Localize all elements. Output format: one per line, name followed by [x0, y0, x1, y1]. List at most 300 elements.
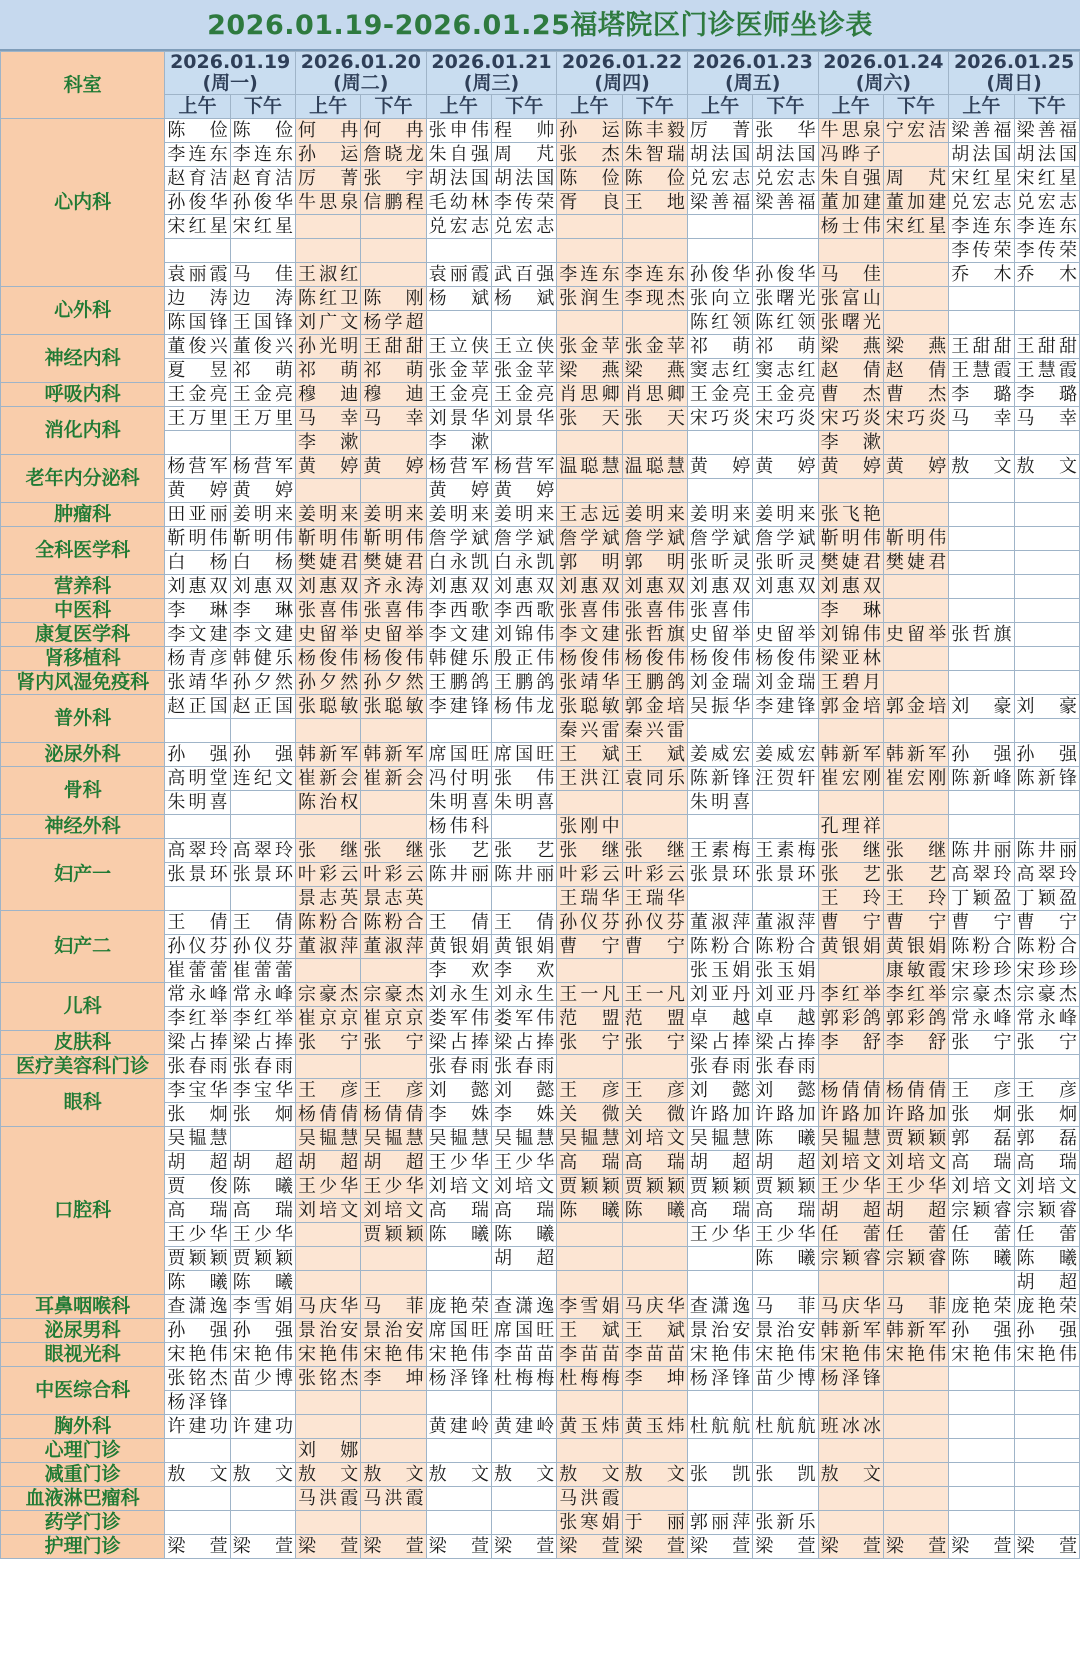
doctor-cell: 胡超: [491, 1247, 556, 1271]
doctor-cell: 景治安: [753, 1319, 818, 1343]
doctor-cell: 张炯: [230, 1103, 295, 1127]
doctor-cell: 梁燕: [622, 359, 687, 383]
doctor-cell: 任蕾: [949, 1223, 1014, 1247]
doctor-cell: 韩健乐: [230, 647, 295, 671]
doctor-cell: [883, 1367, 948, 1391]
doctor-cell: 王彦: [296, 1079, 361, 1103]
doctor-cell: 宋珍珍: [1014, 959, 1079, 983]
doctor-cell: [491, 815, 556, 839]
doctor-cell: 郭磊: [949, 1127, 1014, 1151]
doctor-cell: 崔蕾蕾: [230, 959, 295, 983]
doctor-cell: 袁同乐: [622, 767, 687, 791]
doctor-cell: 张春雨: [687, 1055, 752, 1079]
doctor-cell: [949, 431, 1014, 455]
doctor-cell: [818, 479, 883, 503]
doctor-cell: 梁善福: [687, 191, 752, 215]
doctor-cell: 李红举: [818, 983, 883, 1007]
day-header-fri: [687, 52, 818, 95]
doctor-cell: [1014, 647, 1079, 671]
doctor-cell: 张景环: [753, 863, 818, 887]
doctor-cell: 许路加: [883, 1103, 948, 1127]
doctor-cell: 张继: [361, 839, 426, 863]
doctor-cell: 张昕灵: [687, 551, 752, 575]
doctor-cell: [426, 1271, 491, 1295]
doctor-cell: [426, 311, 491, 335]
doctor-cell: 靳明伟: [296, 527, 361, 551]
doctor-cell: [883, 791, 948, 815]
doctor-cell: 杨营军: [230, 455, 295, 479]
doctor-cell: [426, 239, 491, 263]
doctor-cell: 王洪江: [557, 767, 622, 791]
doctor-cell: 查潇逸: [491, 1295, 556, 1319]
doctor-cell: [296, 815, 361, 839]
doctor-cell: [361, 719, 426, 743]
doctor-cell: [753, 239, 818, 263]
weekday-label: (周二): [333, 72, 389, 94]
doctor-cell: 梁善福: [949, 119, 1014, 143]
doctor-cell: 詹学斌: [622, 527, 687, 551]
doctor-cell: 张刚中: [557, 815, 622, 839]
doctor-cell: 陈曦: [230, 1175, 295, 1199]
doctor-cell: 温聪慧: [557, 455, 622, 479]
doctor-cell: 杜梅梅: [557, 1367, 622, 1391]
doctor-cell: 王素梅: [753, 839, 818, 863]
doctor-cell: 胡法国: [949, 143, 1014, 167]
table-row: [1, 119, 1080, 143]
doctor-cell: 胡超: [753, 1151, 818, 1175]
doctor-cell: 李连东: [622, 263, 687, 287]
doctor-cell: 张申伟: [426, 119, 491, 143]
doctor-cell: [687, 431, 752, 455]
doctor-cell: 姜明来: [230, 503, 295, 527]
doctor-cell: [165, 431, 230, 455]
doctor-cell: 查潇逸: [687, 1295, 752, 1319]
doctor-cell: 孙强: [949, 1319, 1014, 1343]
doctor-cell: 梁萱: [361, 1535, 426, 1559]
doctor-cell: [1014, 527, 1079, 551]
doctor-cell: 穆迪: [296, 383, 361, 407]
doctor-cell: [296, 1271, 361, 1295]
doctor-cell: 黄银娟: [491, 935, 556, 959]
doctor-cell: 黄婷: [296, 455, 361, 479]
doctor-cell: 敖文: [949, 455, 1014, 479]
doctor-cell: 韩新军: [361, 743, 426, 767]
doctor-cell: 张哲旗: [622, 623, 687, 647]
doctor-cell: [557, 479, 622, 503]
doctor-cell: 梁萱: [753, 1535, 818, 1559]
doctor-cell: 宋艳伟: [818, 1343, 883, 1367]
doctor-cell: 王倩: [165, 911, 230, 935]
doctor-cell: 袁丽霞: [426, 263, 491, 287]
doctor-cell: 张艺: [818, 863, 883, 887]
doctor-cell: 马庆华: [296, 1295, 361, 1319]
doctor-cell: 刘培文: [361, 1199, 426, 1223]
doctor-cell: 敖文: [230, 1463, 295, 1487]
doctor-cell: [230, 1391, 295, 1415]
doctor-cell: [883, 1391, 948, 1415]
doctor-cell: 朱智瑞: [622, 143, 687, 167]
table-row: [1, 575, 1080, 599]
doctor-cell: 边涛: [165, 287, 230, 311]
doctor-cell: [883, 1439, 948, 1463]
doctor-cell: 席国旺: [491, 743, 556, 767]
department-name: 心理门诊: [1, 1439, 165, 1463]
doctor-cell: 黄婷: [818, 455, 883, 479]
doctor-cell: [1014, 623, 1079, 647]
day-header-wed: [426, 52, 557, 95]
doctor-cell: 张铭杰: [296, 1367, 361, 1391]
doctor-cell: 曹杰: [818, 383, 883, 407]
doctor-cell: 李传荣: [491, 191, 556, 215]
doctor-cell: 兑宏志: [687, 167, 752, 191]
department-name: 口腔科: [1, 1127, 165, 1295]
doctor-cell: 韩新军: [296, 743, 361, 767]
department-name: 心外科: [1, 287, 165, 335]
doctor-cell: 王一凡: [557, 983, 622, 1007]
department-name: 护理门诊: [1, 1535, 165, 1559]
doctor-cell: 梁燕: [818, 335, 883, 359]
doctor-cell: 张艺: [883, 863, 948, 887]
doctor-cell: 孙强: [1014, 1319, 1079, 1343]
am-header: 上午: [949, 95, 1014, 119]
doctor-cell: 李文建: [165, 623, 230, 647]
doctor-cell: 李红举: [883, 983, 948, 1007]
doctor-cell: 贾颖颖: [883, 1127, 948, 1151]
doctor-cell: 宋艳伟: [361, 1343, 426, 1367]
doctor-cell: 王少华: [165, 1223, 230, 1247]
table-row: [1, 1535, 1080, 1559]
doctor-cell: 张春雨: [426, 1055, 491, 1079]
table-row: [1, 1319, 1080, 1343]
doctor-cell: 敖文: [818, 1463, 883, 1487]
doctor-cell: 李漱: [426, 431, 491, 455]
doctor-cell: 席国旺: [426, 1319, 491, 1343]
doctor-cell: 梁占捧: [426, 1031, 491, 1055]
doctor-cell: 张艺: [426, 839, 491, 863]
doctor-cell: 庞艳荣: [949, 1295, 1014, 1319]
doctor-cell: 李传荣: [1014, 239, 1079, 263]
doctor-cell: 刘培文: [818, 1151, 883, 1175]
doctor-cell: 李连东: [230, 143, 295, 167]
doctor-cell: 梁萱: [165, 1535, 230, 1559]
doctor-cell: 韩新军: [883, 1319, 948, 1343]
doctor-cell: 敖文: [165, 1463, 230, 1487]
doctor-cell: 贾颖颖: [753, 1175, 818, 1199]
doctor-cell: 祁萌: [296, 359, 361, 383]
doctor-cell: 张寒娟: [557, 1511, 622, 1535]
doctor-cell: 李传荣: [949, 239, 1014, 263]
doctor-cell: 景治安: [361, 1319, 426, 1343]
doctor-cell: 吴振华: [687, 695, 752, 719]
table-row: [1, 287, 1080, 311]
doctor-cell: [949, 1439, 1014, 1463]
doctor-cell: 高翠玲: [165, 839, 230, 863]
doctor-cell: 梁萱: [296, 1535, 361, 1559]
doctor-cell: 杨营军: [426, 455, 491, 479]
doctor-cell: 李连东: [1014, 215, 1079, 239]
doctor-cell: 武百强: [491, 263, 556, 287]
date-label: 2026.01.24: [823, 51, 944, 73]
doctor-cell: 于丽: [622, 1511, 687, 1535]
doctor-cell: 吴韫慧: [818, 1127, 883, 1151]
doctor-cell: 张新乐: [753, 1511, 818, 1535]
doctor-cell: 李建锋: [753, 695, 818, 719]
doctor-cell: 王玲: [818, 887, 883, 911]
doctor-cell: [165, 1439, 230, 1463]
doctor-cell: 张炯: [1014, 1103, 1079, 1127]
am-header: 上午: [818, 95, 883, 119]
doctor-cell: 黄玉炜: [557, 1415, 622, 1439]
doctor-cell: 赵倩: [883, 359, 948, 383]
doctor-cell: [361, 1271, 426, 1295]
doctor-cell: 胡超: [883, 1199, 948, 1223]
doctor-cell: [230, 719, 295, 743]
department-name: 减重门诊: [1, 1463, 165, 1487]
doctor-cell: 王彦: [949, 1079, 1014, 1103]
pm-header: 下午: [491, 95, 556, 119]
department-name: 消化内科: [1, 407, 165, 455]
doctor-cell: 姜威宏: [753, 743, 818, 767]
weekday-label: (周日): [986, 72, 1042, 94]
doctor-cell: 王金亮: [687, 383, 752, 407]
doctor-cell: 郭明: [557, 551, 622, 575]
doctor-cell: 吴韫慧: [557, 1127, 622, 1151]
doctor-cell: [1014, 1487, 1079, 1511]
doctor-cell: 贾颖颖: [230, 1247, 295, 1271]
doctor-cell: 张金苹: [622, 335, 687, 359]
doctor-cell: 赵正国: [230, 695, 295, 719]
doctor-cell: 王彦: [1014, 1079, 1079, 1103]
doctor-cell: 陈俭: [557, 167, 622, 191]
doctor-cell: 常永峰: [230, 983, 295, 1007]
doctor-cell: 周芃: [883, 167, 948, 191]
doctor-cell: 梁占捧: [165, 1031, 230, 1055]
doctor-cell: 宋艳伟: [296, 1343, 361, 1367]
doctor-cell: 边涛: [230, 287, 295, 311]
doctor-cell: [818, 1487, 883, 1511]
doctor-cell: 王瑞华: [557, 887, 622, 911]
doctor-cell: 王金亮: [230, 383, 295, 407]
doctor-cell: 黄婷: [361, 455, 426, 479]
doctor-cell: 樊婕君: [818, 551, 883, 575]
doctor-cell: 张景环: [165, 863, 230, 887]
department-name: 骨科: [1, 767, 165, 815]
am-header: 上午: [165, 95, 230, 119]
doctor-cell: 董淑萍: [753, 911, 818, 935]
department-name: 肾内风湿免疫科: [1, 671, 165, 695]
doctor-cell: 马菲: [883, 1295, 948, 1319]
doctor-cell: 祁萌: [361, 359, 426, 383]
doctor-cell: 许建功: [165, 1415, 230, 1439]
doctor-cell: 丁颖盈: [949, 887, 1014, 911]
department-name: 神经外科: [1, 815, 165, 839]
doctor-cell: 刘金瑞: [687, 671, 752, 695]
doctor-cell: 宋艳伟: [165, 1343, 230, 1367]
doctor-cell: 梁萱: [230, 1535, 295, 1559]
doctor-cell: 陈井丽: [491, 863, 556, 887]
weekday-label: (周三): [463, 72, 520, 94]
table-row: [1, 767, 1080, 791]
doctor-cell: [1014, 287, 1079, 311]
doctor-cell: [491, 311, 556, 335]
doctor-cell: 张宁: [296, 1031, 361, 1055]
doctor-cell: [949, 671, 1014, 695]
doctor-cell: 兑宏志: [426, 215, 491, 239]
doctor-cell: 张春雨: [165, 1055, 230, 1079]
department-name: 营养科: [1, 575, 165, 599]
doctor-cell: 厉菁: [687, 119, 752, 143]
doctor-cell: 陈新峰: [949, 767, 1014, 791]
doctor-cell: 孙强: [1014, 743, 1079, 767]
doctor-cell: 常永峰: [165, 983, 230, 1007]
pm-header: 下午: [753, 95, 818, 119]
doctor-cell: 陈丰毅: [622, 119, 687, 143]
doctor-cell: 叶彩云: [296, 863, 361, 887]
doctor-cell: [883, 431, 948, 455]
doctor-cell: 史留举: [687, 623, 752, 647]
doctor-cell: 刘惠双: [753, 575, 818, 599]
doctor-cell: 范盟: [557, 1007, 622, 1031]
doctor-cell: 刘懿: [426, 1079, 491, 1103]
department-name: 普外科: [1, 695, 165, 743]
doctor-cell: 张喜伟: [557, 599, 622, 623]
doctor-cell: 张伟: [491, 767, 556, 791]
doctor-cell: [753, 1487, 818, 1511]
doctor-cell: [491, 1391, 556, 1415]
doctor-cell: 叶彩云: [622, 863, 687, 887]
weekday-label: (周六): [855, 72, 912, 94]
doctor-cell: 杨俊伟: [753, 647, 818, 671]
doctor-cell: 刘惠双: [426, 575, 491, 599]
doctor-cell: 陈曦: [949, 1247, 1014, 1271]
doctor-cell: 李文建: [230, 623, 295, 647]
doctor-cell: 黄婷: [491, 479, 556, 503]
doctor-cell: [883, 647, 948, 671]
doctor-cell: [622, 239, 687, 263]
doctor-cell: [818, 1439, 883, 1463]
doctor-cell: 温聪慧: [622, 455, 687, 479]
table-row: [1, 407, 1080, 431]
doctor-cell: [753, 215, 818, 239]
doctor-cell: 陈粉合: [687, 935, 752, 959]
doctor-cell: 汪贺轩: [753, 767, 818, 791]
doctor-cell: [949, 791, 1014, 815]
doctor-cell: 张哲旗: [949, 623, 1014, 647]
doctor-cell: 刘惠双: [818, 575, 883, 599]
doctor-cell: 赵育洁: [165, 167, 230, 191]
doctor-cell: 张宁: [949, 1031, 1014, 1055]
doctor-cell: 冯晔子: [818, 143, 883, 167]
doctor-cell: 马洪霞: [361, 1487, 426, 1511]
doctor-cell: 曹宁: [818, 911, 883, 935]
doctor-cell: 刘景华: [491, 407, 556, 431]
doctor-cell: 王慧霞: [949, 359, 1014, 383]
doctor-cell: 杨学超: [361, 311, 426, 335]
doctor-cell: 马幸: [1014, 407, 1079, 431]
doctor-cell: [883, 1487, 948, 1511]
doctor-cell: 周芃: [491, 143, 556, 167]
doctor-cell: [622, 479, 687, 503]
doctor-cell: 高瑞: [687, 1199, 752, 1223]
doctor-cell: 夏昱: [165, 359, 230, 383]
doctor-cell: 张聪敏: [296, 695, 361, 719]
date-label: 2026.01.20: [300, 51, 421, 73]
doctor-cell: 刘培文: [426, 1175, 491, 1199]
doctor-cell: 陈新锋: [1014, 767, 1079, 791]
doctor-cell: 韩新军: [818, 743, 883, 767]
doctor-cell: 祁萌: [230, 359, 295, 383]
doctor-cell: 靳明伟: [818, 527, 883, 551]
doctor-cell: 王鹏鸽: [491, 671, 556, 695]
doctor-cell: 杨俊伟: [296, 647, 361, 671]
doctor-cell: 贾颖颖: [361, 1223, 426, 1247]
doctor-cell: 梁萱: [557, 1535, 622, 1559]
doctor-cell: 宋艳伟: [230, 1343, 295, 1367]
doctor-cell: 陈曦: [491, 1223, 556, 1247]
doctor-cell: 崔宏刚: [883, 767, 948, 791]
doctor-cell: 宋巧炎: [818, 407, 883, 431]
doctor-cell: 王金亮: [491, 383, 556, 407]
doctor-cell: 许路加: [687, 1103, 752, 1127]
doctor-cell: 史留举: [296, 623, 361, 647]
doctor-cell: 王志远: [557, 503, 622, 527]
doctor-cell: 黄银娟: [426, 935, 491, 959]
department-name: 呼吸内科: [1, 383, 165, 407]
doctor-cell: 陈曦: [557, 1199, 622, 1223]
doctor-cell: 陈治权: [296, 791, 361, 815]
doctor-cell: 王甜甜: [1014, 335, 1079, 359]
doctor-cell: 王慧霞: [1014, 359, 1079, 383]
doctor-cell: 宋艳伟: [1014, 1343, 1079, 1367]
doctor-cell: [1014, 1511, 1079, 1535]
doctor-cell: [753, 479, 818, 503]
page-title: 2026.01.19-2026.01.25福塔院区门诊医师坐诊表: [0, 0, 1080, 51]
doctor-cell: 杨倩倩: [818, 1079, 883, 1103]
doctor-cell: 许路加: [818, 1103, 883, 1127]
doctor-cell: [687, 815, 752, 839]
doctor-cell: 郭彩鸽: [883, 1007, 948, 1031]
doctor-cell: 刘豪: [949, 695, 1014, 719]
doctor-cell: 姜明来: [687, 503, 752, 527]
doctor-cell: [883, 1271, 948, 1295]
table-row: [1, 743, 1080, 767]
doctor-cell: 张凯: [753, 1463, 818, 1487]
doctor-cell: 刘锦伟: [491, 623, 556, 647]
doctor-cell: 张继: [818, 839, 883, 863]
doctor-cell: [361, 959, 426, 983]
doctor-cell: [361, 1415, 426, 1439]
doctor-cell: 敖文: [296, 1463, 361, 1487]
doctor-cell: 王碧月: [818, 671, 883, 695]
department-name: 眼视光科: [1, 1343, 165, 1367]
doctor-cell: 秦兴雷: [557, 719, 622, 743]
table-row: [1, 1439, 1080, 1463]
doctor-cell: 马洪霞: [557, 1487, 622, 1511]
doctor-cell: 崔蕾蕾: [165, 959, 230, 983]
doctor-cell: [491, 239, 556, 263]
doctor-cell: [296, 215, 361, 239]
doctor-cell: [296, 1391, 361, 1415]
doctor-cell: [296, 479, 361, 503]
doctor-cell: 苗少博: [230, 1367, 295, 1391]
doctor-cell: 吴韫慧: [165, 1127, 230, 1151]
doctor-cell: 杨斌: [491, 287, 556, 311]
department-name: 胸外科: [1, 1415, 165, 1439]
doctor-cell: 陈粉合: [296, 911, 361, 935]
doctor-cell: 高瑞: [426, 1199, 491, 1223]
doctor-cell: 杨营军: [165, 455, 230, 479]
doctor-cell: 敖文: [426, 1463, 491, 1487]
